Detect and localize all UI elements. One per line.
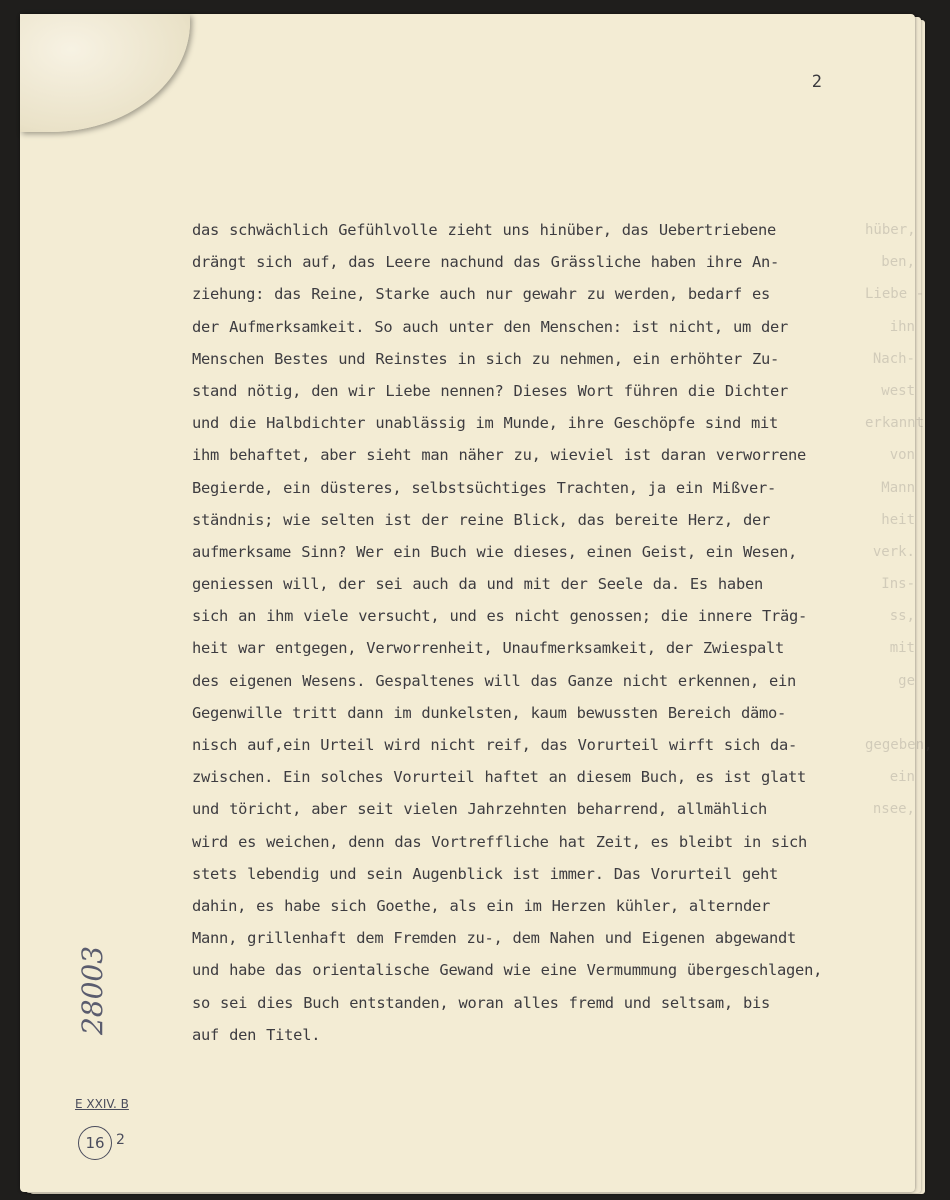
text-line: und töricht, aber seit vielen Jahrzehnten beharrend, allmählich [192,800,768,819]
archive-number-handwritten: 28003 [76,945,110,1036]
document-page [20,14,933,1192]
typewritten-body-text [192,214,933,1051]
text-line: dahin, es habe sich Goethe, als ein im Herzen kühler, alternder [192,896,771,915]
text-line: geniessen will, der sei auch da und mit der Seele da. Es haben [192,575,763,594]
text-line: aufmerksame Sinn? Wer ein Buch wie dieses, einen Geist, ein Wesen, [192,542,798,561]
text-line: drängt sich auf, das Leere nachund das Grässliche haben ihre An- [192,253,780,272]
text-line: nisch auf,ein Urteil wird nicht reif, das Vorurteil wirft sich da- [192,736,798,754]
folio-number-circled: 16 [78,1126,112,1160]
archive-signature-code: E XXIV. B [75,1097,129,1111]
text-line: auf den Titel. [192,1025,321,1044]
text-line: so sei dies Buch entstanden, woran alles fremd und seltsam, bis [192,993,771,1012]
text-line: ihm behaftet, aber sieht man näher zu, wieviel ist daran verworrene [192,446,807,465]
text-line: stets lebendig und sein Augenblick ist immer. Das Vorurteil geht [192,864,779,883]
text-line: Menschen Bestes und Reinstes in sich zu nehmen, ein erhöhter Zu- [192,349,780,368]
folded-page-corner [20,14,190,132]
text-line: Gegenwille tritt dann im dunkelsten, kaum bewussten Bereich dämo- [192,703,787,722]
text-line: der Aufmerksamkeit. So auch unter den Menschen: ist nicht, um der [192,317,789,336]
text-line: wird es weichen, denn das Vortreffliche hat Zeit, es bleibt in sich [192,832,808,851]
text-line: und habe das orientalische Gewand wie eine Vermummung übergeschlagen, [192,961,823,980]
text-line: Begierde, ein düsteres, selbstsüchtiges Trachten, ja ein Mißver- [192,478,777,497]
show-through-text: hüber, ben, Liebe - ihn Nach- west erkannt von Mann heit verk. Ins- ss, mit ge gegeben, ein nsee, [865,222,933,818]
folio-suffix: 2 [116,1132,125,1148]
text-line: heit war entgegen, Verworrenheit, Unaufmerksamkeit, der Zwiespalt [192,639,785,658]
page-number: 2 [811,72,822,92]
text-line: stand nötig, den wir Liebe nennen? Dieses Wort führen die Dichter [192,381,789,400]
text-line: ständnis; wie selten ist der reine Blick, das bereite Herz, der [192,510,771,529]
text-line: sich an ihm viele versucht, und es nicht genossen; die innere Träg- [192,607,808,626]
text-line: und die Halbdichter unablässig im Munde, ihre Geschöpfe sind mit [192,414,779,433]
text-line: das schwächlich Gefühlvolle zieht uns hinüber, das Uebertriebene [192,221,777,239]
text-line: Mann, grillenhaft dem Fremden zu-, dem Nahen und Eigenen abgewandt [192,929,797,948]
text-line: ziehung: das Reine, Starke auch nur gewahr zu werden, bedarf es [192,285,771,304]
text-line: zwischen. Ein solches Vorurteil haftet an diesem Buch, es ist glatt [192,768,807,787]
text-line: des eigenen Wesens. Gespaltenes will das Ganze nicht erkennen, ein [192,671,797,690]
